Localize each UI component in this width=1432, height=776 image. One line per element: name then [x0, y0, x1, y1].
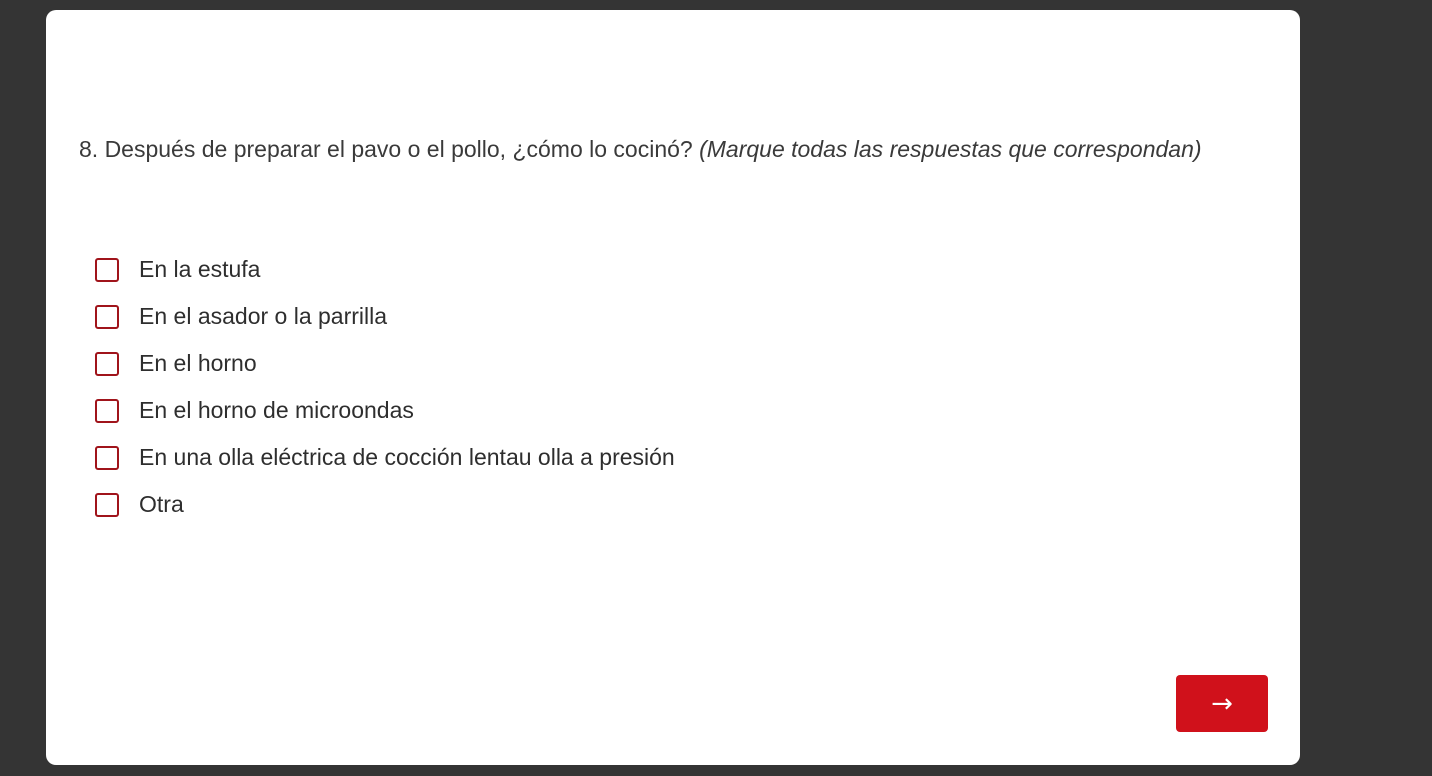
checkbox[interactable] — [95, 258, 119, 282]
option-horno[interactable] — [95, 340, 675, 387]
option-asador-parrilla[interactable] — [95, 293, 675, 340]
option-microondas[interactable] — [95, 387, 675, 434]
option-label: Otra — [139, 491, 184, 517]
checkbox[interactable] — [95, 446, 119, 470]
survey-card — [46, 10, 1300, 765]
checkbox[interactable] — [95, 399, 119, 423]
question-prompt: 8. Después de preparar el pavo o el pollo, ¿cómo lo cocinó? — [79, 136, 700, 162]
arrow-right-icon: → — [1211, 688, 1233, 719]
question-hint: (Marque todas las respuestas que correspondan) — [699, 136, 1202, 162]
option-olla-electrica[interactable] — [95, 434, 675, 481]
next-button[interactable] — [1176, 675, 1268, 732]
checkbox[interactable] — [95, 352, 119, 376]
checkbox[interactable] — [95, 493, 119, 517]
option-otra[interactable] — [95, 481, 675, 528]
option-label: En el horno de microondas — [139, 397, 414, 423]
question-text — [79, 126, 1229, 172]
option-label: En el horno — [139, 350, 257, 376]
option-label: En el asador o la parrilla — [139, 303, 388, 329]
checkbox[interactable] — [95, 305, 119, 329]
option-label: En una olla eléctrica de cocción lentau olla a presión — [139, 444, 675, 470]
option-en-la-estufa[interactable] — [95, 246, 675, 293]
option-label: En la estufa — [139, 256, 261, 282]
options-list — [95, 246, 675, 528]
